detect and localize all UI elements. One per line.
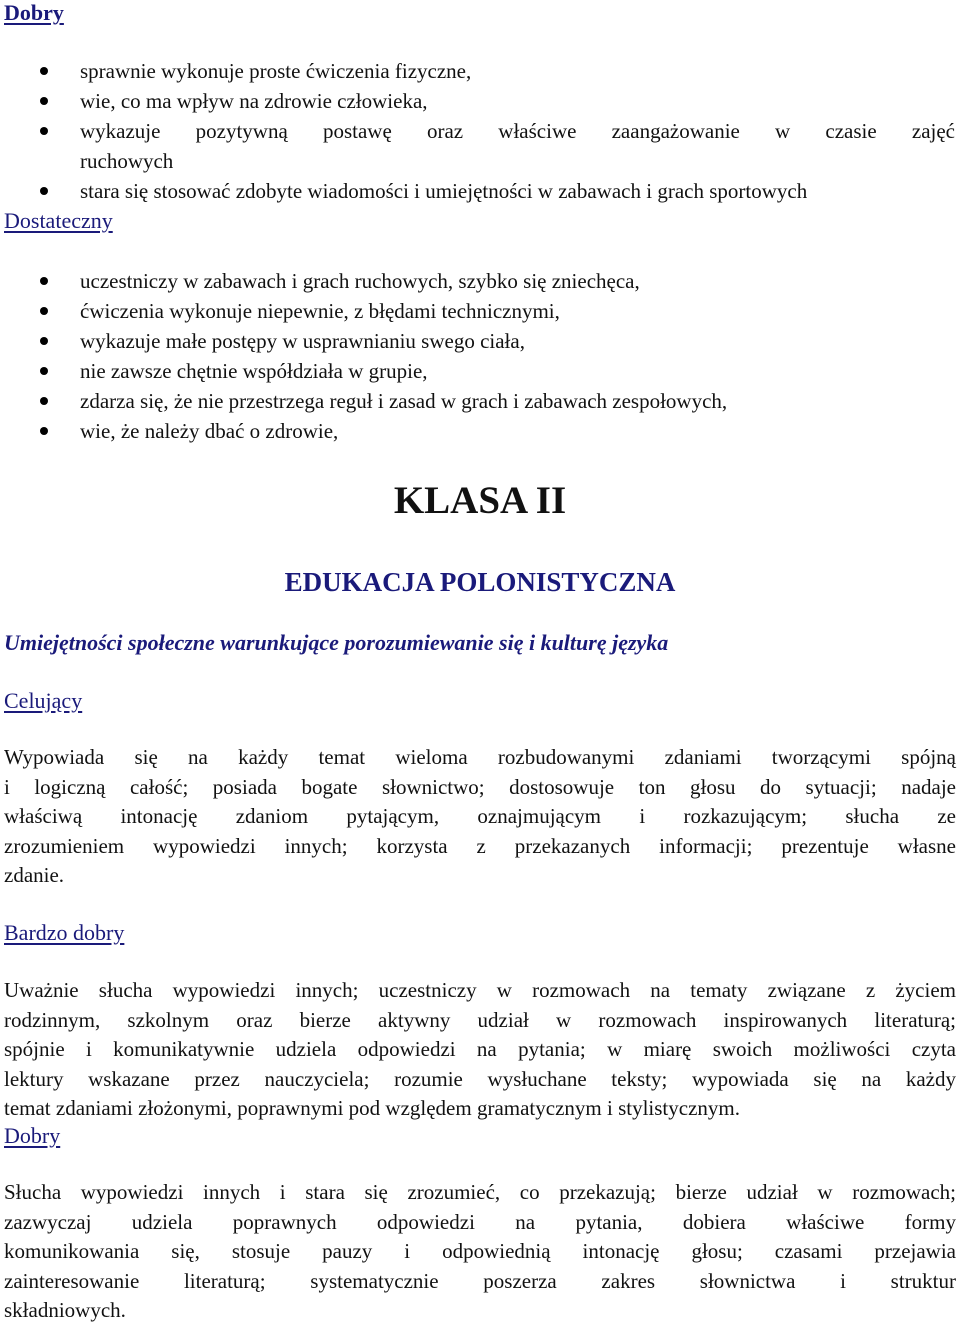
paragraph-line: lektury wskazane przez nauczyciela; rozumie wysłuchane teksty; wypowiada się na każdy [4, 1066, 956, 1091]
list-item [0, 116, 960, 176]
grade-heading-dostateczny: Dostateczny [4, 208, 113, 233]
paragraph-line: zazwyczaj udziela poprawnych odpowiedzi na pytania, dobiera właściwe formy [4, 1209, 956, 1234]
paragraph-line: rodzinnym, szkolnym oraz bierze aktywny udział w rozmowach inspirowanych literaturą; [4, 1007, 956, 1032]
list-item-text: stara się stosować zdobyte wiadomości i umiejętności w zabawach i grach sportowych [80, 179, 808, 203]
grade-heading-celujacy: Celujący [4, 688, 83, 713]
paragraph-line: zrozumieniem wypowiedzi innych; korzysta z przekazanych informacji; prezentuje własne [4, 833, 956, 858]
bullet-icon [40, 67, 48, 75]
subject-title: EDUKACJA POLONISTYCZNA [284, 567, 676, 597]
class-title: KLASA II [393, 479, 567, 522]
bullet-icon [40, 307, 48, 315]
bullet-icon [40, 367, 48, 375]
list-item [0, 296, 960, 326]
celujacy-paragraph [4, 743, 956, 891]
list-item-text: zdarza się, że nie przestrzega reguł i zasad w grach i zabawach zespołowych, [80, 389, 728, 413]
list-item-text: ćwiczenia wykonuje niepewnie, z błędami technicznymi, [80, 299, 560, 323]
dobry-paragraph [4, 1178, 956, 1326]
paragraph-line: właściwą intonację zdaniom pytającym, oznajmującym i rozkazującym; słucha ze [4, 804, 956, 828]
bullet-icon [40, 337, 48, 345]
grade-heading-dobry: Dobry [4, 0, 64, 25]
list-item [0, 266, 960, 296]
bardzo-dobry-paragraph [4, 976, 956, 1124]
list-item-text: wie, że należy dbać o zdrowie, [80, 419, 339, 443]
paragraph-line: zdanie. [4, 863, 65, 887]
grade-heading-dobry-2: Dobry [4, 1123, 61, 1148]
paragraph-line: i logiczną całość; posiada bogate słownictwo; dostosowuje ton głosu do sytuacji; nadaje [4, 774, 956, 799]
bullet-icon [40, 427, 48, 435]
list-item-text: uczestniczy w zabawach i grach ruchowych, szybko się zniechęca, [80, 269, 640, 293]
dobry-criteria-list [0, 56, 960, 206]
list-item-text: wykazuje pozytywną postawę oraz właściwe zaangażowanie w czasie zajęć [80, 119, 955, 143]
list-item-text: wie, co ma wpływ na zdrowie człowieka, [80, 89, 428, 113]
list-item [0, 356, 960, 386]
list-item [0, 86, 960, 116]
paragraph-line: Słucha wypowiedzi innych i stara się zrozumieć, co przekazują; bierze udział w rozmowach; [4, 1180, 956, 1204]
dostateczny-criteria-list [0, 266, 960, 446]
paragraph-line: zainteresowanie literaturą; systematycznie poszerza zakres słownictwa i struktur [4, 1268, 956, 1293]
bullet-icon [40, 97, 48, 105]
list-item [0, 416, 960, 446]
list-item [0, 326, 960, 356]
paragraph-line: Wypowiada się na każdy temat wieloma rozbudowanymi zdaniami tworzącymi spójną [4, 745, 956, 769]
list-item [0, 56, 960, 86]
list-item-text: wykazuje małe postępy w usprawnianiu swego ciała, [80, 329, 525, 353]
paragraph-line: komunikowania się, stosuje pauzy i odpowiednią intonację głosu; czasami przejawia [4, 1239, 956, 1263]
grade-heading-bardzo-dobry: Bardzo dobry [4, 920, 125, 945]
bullet-icon [40, 277, 48, 285]
bullet-icon [40, 187, 48, 195]
list-item-text: sprawnie wykonuje proste ćwiczenia fizyczne, [80, 59, 472, 83]
bullet-icon [40, 397, 48, 405]
list-item [0, 386, 960, 416]
bullet-icon [40, 127, 48, 135]
list-item [0, 176, 960, 206]
paragraph-line: temat zdaniami złożonymi, poprawnymi pod względem gramatycznym i stylistycznym. [4, 1096, 740, 1120]
list-item-text: nie zawsze chętnie współdziała w grupie, [80, 359, 428, 383]
paragraph-line: spójnie i komunikatywnie udziela odpowiedzi na pytania; w miarę swoich możliwości czyta [4, 1037, 956, 1061]
paragraph-line: Uważnie słucha wypowiedzi innych; uczestniczy w rozmowach na tematy związane z życiem [4, 978, 956, 1002]
list-item-text-continued: ruchowych [80, 149, 174, 173]
skills-subtitle: Umiejętności społeczne warunkujące porozumiewanie się i kulturę języka [4, 630, 669, 655]
paragraph-line: składniowych. [4, 1298, 126, 1322]
